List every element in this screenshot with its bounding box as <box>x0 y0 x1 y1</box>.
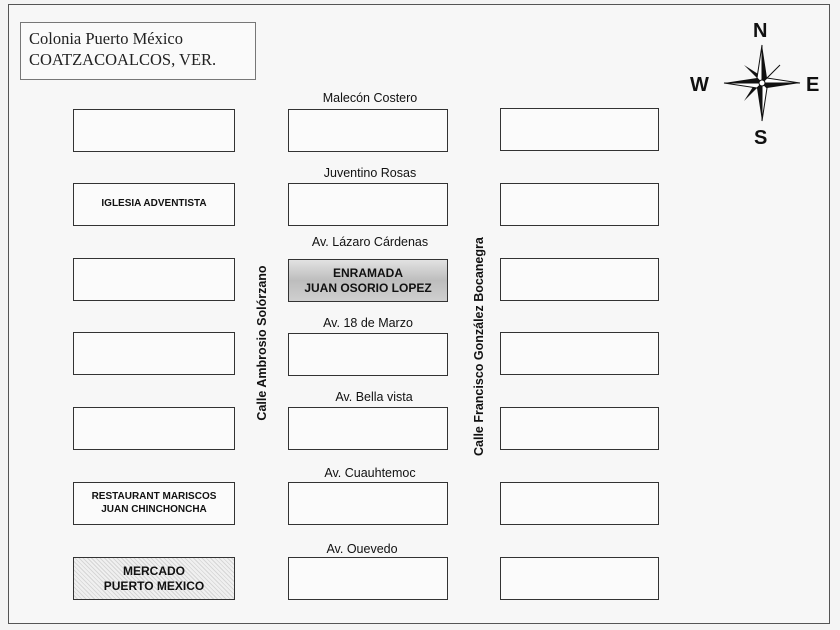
block-left-4 <box>73 332 235 375</box>
street-juventino-rosas: Juventino Rosas <box>323 166 417 180</box>
block-right-6 <box>500 482 659 525</box>
street-francisco-gonzalez-bocanegra: Calle Francisco González Bocanegra <box>472 237 486 456</box>
block-right-1 <box>500 108 659 151</box>
landmark-mercado-line1: MERCADO <box>123 563 185 578</box>
map-title-colonia: Colonia Puerto México <box>29 29 183 48</box>
block-left-1 <box>73 109 235 152</box>
block-middle-4 <box>288 333 448 376</box>
landmark-enramada <box>288 259 448 302</box>
block-middle-6 <box>288 482 448 525</box>
block-middle-7 <box>288 557 448 600</box>
compass-west-label: W <box>690 74 709 96</box>
street-bella-vista: Av. Bella vista <box>335 390 413 404</box>
landmark-iglesia-label: IGLESIA ADVENTISTA <box>101 198 207 210</box>
landmark-iglesia-adventista <box>73 183 235 226</box>
compass-east-label: E <box>806 74 820 96</box>
block-middle-2 <box>288 183 448 226</box>
landmark-enramada-line2: JUAN OSORIO LOPEZ <box>304 280 432 295</box>
block-right-3 <box>500 258 659 301</box>
street-ambrosio-solorzano: Calle Ambrosio Solórzano <box>255 265 269 421</box>
landmark-restaurant-line2: JUAN CHINCHONCHA <box>101 503 207 515</box>
block-middle-1 <box>288 109 448 152</box>
landmark-mercado-puerto-mexico <box>73 557 235 600</box>
map-title-box <box>20 22 256 80</box>
compass-south-label: S <box>754 127 768 149</box>
block-right-2 <box>500 183 659 226</box>
landmark-restaurant-line1: RESTAURANT MARISCOS <box>91 491 217 502</box>
block-right-5 <box>500 407 659 450</box>
block-right-7 <box>500 557 659 600</box>
compass-north-label: N <box>753 20 768 42</box>
street-18-de-marzo: Av. 18 de Marzo <box>323 316 413 330</box>
block-right-4 <box>500 332 659 375</box>
block-middle-5 <box>288 407 448 450</box>
landmark-mercado-line2: PUERTO MEXICO <box>103 578 205 593</box>
street-ouevedo: Av. Ouevedo <box>326 542 398 556</box>
compass-rose <box>690 20 830 152</box>
block-left-5 <box>73 407 235 450</box>
landmark-restaurant-mariscos <box>73 482 235 525</box>
map-title-city: COATZACOALCOS, VER. <box>29 50 217 69</box>
block-left-3 <box>73 258 235 301</box>
landmark-enramada-line1: ENRAMADA <box>332 265 403 280</box>
street-cuauhtemoc: Av. Cuauhtemoc <box>324 466 416 480</box>
street-lazaro-cardenas: Av. Lázaro Cárdenas <box>311 235 429 249</box>
street-malecon-costero: Malecón Costero <box>322 91 418 105</box>
